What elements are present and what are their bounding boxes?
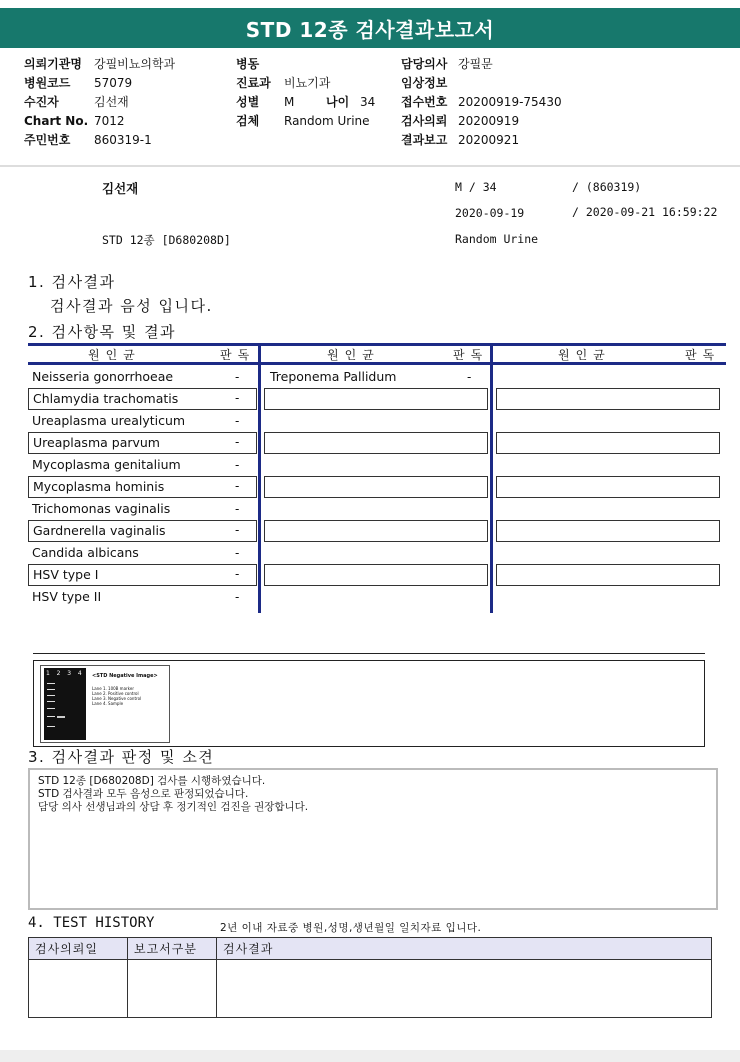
empty-row (264, 388, 488, 410)
gel-legend-item: Lane 1. 100B marker (92, 686, 134, 691)
report-title: STD 12종 검사결과보고서 (0, 8, 740, 48)
pathogen-row (28, 476, 257, 498)
age-value: 34 (360, 95, 376, 109)
pathogen-result: - (235, 479, 240, 493)
header-label: 검체 (236, 114, 260, 128)
empty-row (264, 520, 488, 542)
pathogen-row (28, 564, 257, 586)
col-header-pathogen: 원인균 (558, 348, 611, 362)
report-datetime: / 2020-09-21 16:59:22 (572, 205, 718, 219)
specimen: Random Urine (455, 232, 539, 246)
header-value: 20200919-75430 (458, 95, 562, 109)
header-label: 주민번호 (24, 133, 71, 147)
pathogen-name: Gardnerella vaginalis (33, 523, 166, 538)
opinion-line: STD 12종 [D680208D] 검사를 시행하였습니다. (38, 775, 266, 787)
gel-legend (92, 686, 141, 706)
header-label: 결과보고 (401, 133, 448, 147)
opinion-box (28, 768, 718, 910)
header-value: 860319-1 (94, 133, 152, 147)
marker-band (47, 716, 55, 717)
section1-summary: 검사결과 음성 입니다. (50, 297, 213, 315)
col-header-pathogen: 원인균 (88, 348, 141, 362)
pathogen-row (28, 587, 257, 609)
pathogen-name: Candida albicans (32, 545, 139, 560)
pathogen-name: Ureaplasma parvum (33, 435, 160, 450)
request-date: 2020-09-19 (455, 206, 525, 220)
history-col-header: 검사의뢰일 (29, 938, 128, 960)
header-label: 성별 (236, 95, 260, 109)
pathogen-result: - (467, 370, 472, 384)
gel-legend-item: Lane 4. Sample (92, 701, 124, 706)
pathogen-result: - (235, 502, 240, 516)
header-label: 접수번호 (401, 95, 448, 109)
empty-row (496, 388, 720, 410)
lane-numbers: 1 2 3 4 (46, 670, 83, 677)
pathogen-result: - (235, 523, 240, 537)
history-note: 2년 이내 자료중 병원,성명,생년월일 일치자료 입니다. (220, 922, 482, 934)
header-value: 김선재 (94, 95, 129, 109)
marker-band (47, 708, 55, 709)
control-band (57, 716, 65, 718)
header-value: 강필문 (458, 57, 493, 71)
marker-band (47, 701, 55, 702)
gel-legend-item: Lane 2. Positive control (92, 691, 139, 696)
header-value: 비뇨기과 (284, 76, 331, 90)
section4-title: 4. TEST HISTORY (28, 915, 155, 931)
pathogen-name: Mycoplasma genitalium (32, 457, 181, 472)
gel-image-box (33, 660, 705, 747)
history-row (29, 960, 712, 1018)
marker-band (47, 689, 55, 690)
pathogen-name: Mycoplasma hominis (33, 479, 165, 494)
test-name: STD 12종 [D680208D] (102, 233, 231, 247)
pathogen-name: Neisseria gonorrhoeae (32, 369, 174, 384)
history-cell (128, 960, 217, 1018)
header-label: Chart No. (24, 114, 89, 128)
empty-row (496, 564, 720, 586)
marker-band (47, 683, 55, 684)
col-header-result: 판독 (220, 348, 256, 362)
gel-legend-item: Lane 3. Negative control (92, 696, 142, 701)
header-label: 담당의사 (401, 57, 448, 71)
header-value: Random Urine (284, 114, 370, 128)
empty-row (264, 432, 488, 454)
section2-title: 2. 검사항목 및 결과 (28, 323, 177, 341)
page-footer (0, 1050, 740, 1062)
header-col2 (236, 55, 375, 131)
pathogen-name: HSV type I (33, 567, 99, 582)
pathogen-name: Treponema Pallidum (270, 369, 397, 384)
empty-row (264, 476, 488, 498)
opinion-line: STD 검사결과 모두 음성으로 판정되었습니다. (38, 788, 249, 800)
header-value: 7012 (94, 114, 125, 128)
empty-row (496, 476, 720, 498)
header-value: 20200921 (458, 133, 520, 147)
col-header-result: 판독 (453, 348, 489, 362)
pathogen-result: - (235, 546, 240, 560)
grid-divider (490, 343, 493, 613)
pathogen-name: HSV type II (32, 589, 102, 604)
pathogen-name: Trichomonas vaginalis (32, 501, 171, 516)
gel-title: <STD Negative Image> (92, 673, 158, 679)
pathogen-result: - (235, 458, 240, 472)
col-header-result: 판독 (685, 348, 721, 362)
col-header-pathogen: 원인균 (327, 348, 380, 362)
header-label: 진료과 (236, 76, 271, 90)
pathogen-result: - (235, 567, 240, 581)
pathogen-name: Ureaplasma urealyticum (32, 413, 186, 428)
pathogen-row (28, 432, 257, 454)
pathogen-row (28, 411, 257, 433)
empty-row (264, 564, 488, 586)
header-value: 20200919 (458, 114, 520, 128)
grid-divider (258, 343, 261, 613)
pathogen-row (28, 543, 257, 565)
pathogen-row (28, 520, 257, 542)
pathogen-row (28, 455, 257, 477)
patient-name: 김선재 (102, 181, 139, 196)
pathogen-row (28, 367, 257, 389)
pathogen-result: - (235, 414, 240, 428)
header-col1 (24, 55, 175, 150)
patient-birth: / (860319) (572, 180, 642, 194)
pathogen-row (266, 367, 488, 389)
history-cell (217, 960, 712, 1018)
age-label: 나이 (326, 95, 350, 109)
marker-band (47, 726, 55, 727)
header-value: 강필비뇨의학과 (94, 57, 176, 71)
opinion-line: 담당 의사 선생님과의 상담 후 정기적인 검진을 권장합니다. (38, 801, 309, 813)
gel-top-rule (33, 653, 705, 654)
pathogen-row (28, 499, 257, 521)
section1-title: 1. 검사결과 (28, 273, 116, 291)
header-label: 수진자 (24, 95, 59, 109)
patient-sex-age: M / 34 (455, 180, 497, 194)
header-label: 임상정보 (401, 76, 448, 90)
history-table (28, 937, 712, 1018)
header-divider (0, 165, 740, 167)
history-col-header: 검사결과 (217, 938, 712, 960)
header-value: 57079 (94, 76, 133, 90)
header-value: M (284, 95, 295, 109)
pathogen-result: - (235, 370, 240, 384)
pathogen-result: - (235, 590, 240, 604)
header-col3 (401, 55, 562, 150)
pathogen-result: - (235, 391, 240, 405)
header-label: 의뢰기관명 (24, 57, 82, 71)
history-cell (29, 960, 128, 1018)
gel-image (40, 665, 170, 743)
header-label: 병동 (236, 57, 260, 71)
empty-row (496, 432, 720, 454)
empty-row (496, 520, 720, 542)
section3-title: 3. 검사결과 판정 및 소견 (28, 748, 215, 766)
marker-band (47, 695, 55, 696)
pathogen-result: - (235, 435, 240, 449)
header-label: 검사의뢰 (401, 114, 448, 128)
pathogen-name: Chlamydia trachomatis (33, 391, 179, 406)
pathogen-row (28, 388, 257, 410)
gel-lanes (44, 668, 86, 740)
header-label: 병원코드 (24, 76, 71, 90)
history-col-header: 보고서구분 (128, 938, 217, 960)
